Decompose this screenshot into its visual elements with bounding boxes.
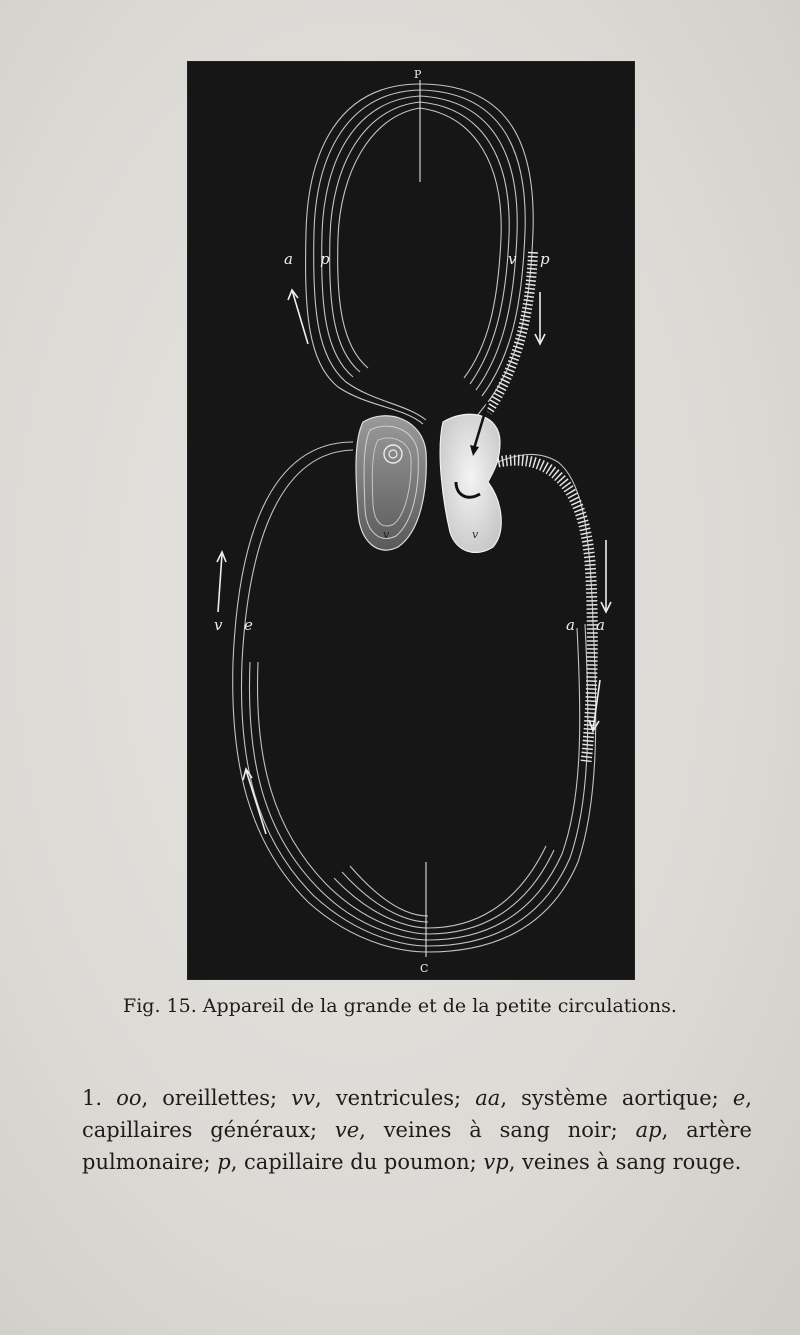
label-p-upper-left: p bbox=[320, 250, 330, 268]
legend-term-ap: ap bbox=[635, 1118, 662, 1142]
label-a-right-1: a bbox=[566, 616, 575, 634]
heart-right-chambers bbox=[440, 402, 501, 552]
legend-desc-aa: , système aortique; bbox=[500, 1086, 719, 1110]
aorta-band bbox=[498, 460, 592, 762]
legend-desc-ap: , artère pulmonaire; bbox=[82, 1118, 752, 1174]
flow-arrows bbox=[217, 290, 611, 834]
label-P: P bbox=[414, 68, 422, 81]
label-v-upper-right: v bbox=[508, 250, 517, 268]
label-C: C bbox=[420, 962, 429, 975]
legend-desc-p: , capillaire du poumon; bbox=[230, 1150, 477, 1174]
label-v-ventricle-right: v bbox=[472, 528, 479, 541]
legend-term-vv: vv bbox=[291, 1086, 316, 1110]
label-p-upper-right: p bbox=[540, 250, 550, 268]
legend-desc-oo: , oreillettes; bbox=[141, 1086, 278, 1110]
legend-desc-ve: , veines à sang noir; bbox=[359, 1118, 618, 1142]
label-a-upper-left: a bbox=[284, 250, 293, 268]
heart-left-chambers bbox=[356, 416, 426, 550]
label-v-ventricle-left: v bbox=[383, 528, 390, 541]
figure-caption: Fig. 15. Appareil de la grande et de la petite circulations. bbox=[123, 995, 677, 1017]
legend-term-e: e bbox=[732, 1086, 746, 1110]
legend-term-ve: ve bbox=[334, 1118, 360, 1142]
figure-legend bbox=[82, 1082, 752, 1178]
label-e-left: e bbox=[244, 616, 253, 634]
legend-term-aa: aa bbox=[475, 1086, 501, 1110]
legend-desc-vv: , ventricules; bbox=[315, 1086, 462, 1110]
legend-desc-vp: , veines à sang rouge. bbox=[508, 1150, 742, 1174]
legend-term-vp: vp bbox=[483, 1150, 509, 1174]
legend-number: 1. bbox=[82, 1086, 103, 1110]
legend-desc-e: , capillaires généraux; bbox=[82, 1086, 752, 1142]
legend-term-p: p bbox=[217, 1150, 231, 1174]
label-a-right-2: a bbox=[596, 616, 605, 634]
pulmonary-capillary-loop bbox=[306, 84, 534, 442]
label-v-left: v bbox=[214, 616, 223, 634]
legend-term-oo: oo bbox=[116, 1086, 142, 1110]
circulation-figure bbox=[188, 62, 634, 979]
